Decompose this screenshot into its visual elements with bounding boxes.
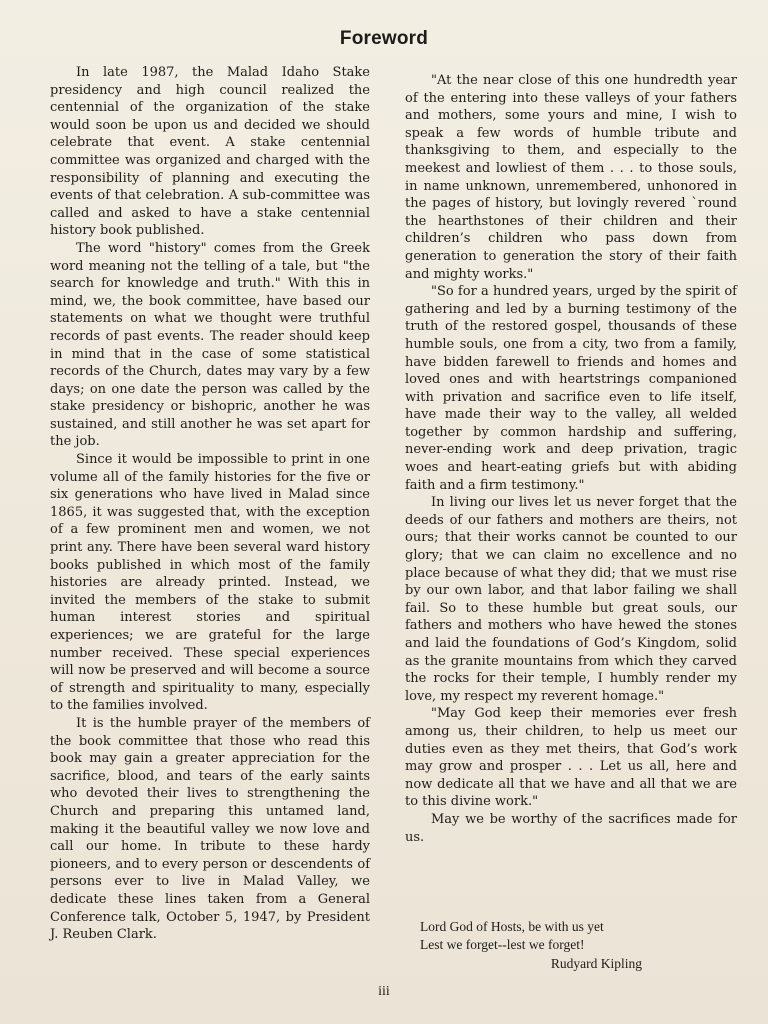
quote-paragraph: "So for a hundred years, urged by the spirit of gathering and led by a burning testimony of the truth of the restored gospel, thousands of these humble souls, one from a city, two from a family, have bidden farewell to friends and homes and loved ones and with heartstrings companioned with privation and sacrifice even to life itself, have made their way to the valley, all welded together by common hardship and suffering, never-ending work and deep privation, tragic woes and heart-eating griefs but with abiding faith and a firm testimony." (405, 284, 737, 493)
left-text-column (50, 64, 370, 944)
page-number: iii (378, 984, 390, 999)
paragraph: Since it would be impossible to print in one volume all of the family histories for the five or six generations who have lived in Malad since 1865, it was suggested that, with the exception of a few prominent men and women, we not print any. There have been several ward history books published in which most of the family histories are already printed. Instead, we invited the members of the stake to submit human interest stories and spiritual experiences; we are grateful for the large number received. These special experiences will now be preserved and will become a source of strength and spirituality to many, especially to the families involved. (50, 452, 370, 714)
right-text-column (405, 72, 737, 846)
paragraph: The word "history" comes from the Greek word meaning not the telling of a tale, but "the search for knowledge and truth." With this in mind, we, the book committee, have based our statements on what we thought were truthful records of past events. The reader should keep in mind that in the case of some statistical records of the Church, dates may vary by a few days; on one date the person was called by the stake presidency or bishopric, another he was sustained, and still another he was set apart for the job. (50, 240, 370, 450)
closing-paragraph: May we be worthy of the sacrifices made for us. (405, 811, 737, 845)
poem-line: Lest we forget--lest we forget! (420, 937, 585, 952)
quote-paragraph: "At the near close of this one hundredth year of the entering into these valleys of your fathers and mothers, some yours and mine, I wish to speak a few words of humble tribute and thanksgiving to them, and especially to the meekest and lowliest of them . . . to those souls, in name unknown, unremembered, unhonored in the pages of history, but lovingly revered `round the hearthstones of their children and their children’s children who pass down from generation to generation the story of their faith and mighty works." (405, 73, 737, 282)
poem-line: Lord God of Hosts, be with us yet (420, 919, 604, 934)
page-title: Foreword (339, 28, 429, 49)
quote-paragraph: "May God keep their memories ever fresh among us, their children, to help us meet our duties even as they met theirs, that God’s work may grow and prosper . . . Let us all, here and now dedicate all that we have and all that we are to this divine work." (405, 706, 737, 810)
paragraph: It is the humble prayer of the members of the book committee that those who read this book may gain a greater appreciation for the sacrifice, blood, and tears of the early saints who devoted their lives to strengthening the Church and preparing this untamed land, making it the beautiful valley we now love and call our home. In tribute to these hardy pioneers, and to every person or descendents of persons ever to live in Malad Valley, we dedicate these lines taken from a General Conference talk, October 5, 1947, by President J. Reuben Clark. (50, 715, 370, 943)
poem-epigraph (420, 918, 680, 973)
quote-paragraph: In living our lives let us never forget that the deeds of our fathers and mothers are theirs, not ours; that their works cannot be counted to our glory; that we can claim no excellence and no place because of what they did; that we must rise by our own labor, and that labor failing we shall fail. So to these humble but great souls, our fathers and mothers who have hewed the stones and laid the foundations of God’s Kingdom, solid as the granite mountains from which they carved the rocks for their temple, I humbly render my love, my respect my reverent homage." (405, 495, 737, 704)
poem-author: Rudyard Kipling (550, 956, 642, 971)
paragraph: In late 1987, the Malad Idaho Stake presidency and high council realized the centennial of the organization of the stake would soon be upon us and decided we should celebrate that event. A stake centennial committee was organized and charged with the responsibility of planning and executing the events of that celebration. A sub-committee was called and asked to have a stake centennial history book published. (50, 65, 370, 239)
